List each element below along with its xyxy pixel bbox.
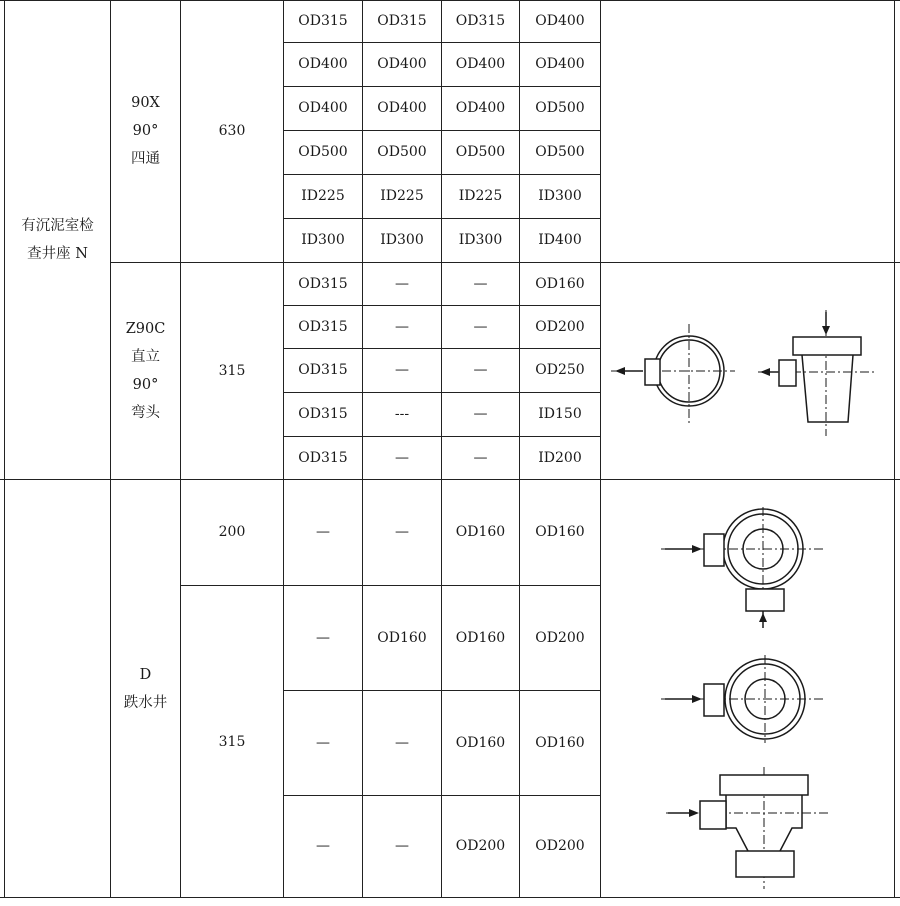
value-cell: — xyxy=(395,275,409,292)
value-cell: OD160 xyxy=(535,734,585,751)
rule xyxy=(600,0,601,898)
value-cell: — xyxy=(473,406,488,422)
fitting-type-cell: 90X 90° 四通 xyxy=(131,95,160,167)
value-cell: OD160 xyxy=(535,275,585,292)
value-cell: — xyxy=(316,838,330,854)
value-cell: OD400 xyxy=(377,100,427,116)
value-cell: OD400 xyxy=(455,100,506,116)
fitting-type-cell: D 跌水井 xyxy=(123,667,168,711)
value-cell: OD160 xyxy=(455,734,506,751)
value-cell: OD400 xyxy=(298,100,348,116)
value-cell: ID300 xyxy=(380,232,424,248)
drop-well-plan-drawing xyxy=(655,653,830,743)
rule xyxy=(4,0,5,898)
drop-well-plan-drawing xyxy=(655,505,830,630)
size-cell: 200 xyxy=(218,524,246,540)
value-cell: OD400 xyxy=(535,56,585,72)
value-cell: OD400 xyxy=(535,12,585,29)
value-cell: — xyxy=(395,362,409,378)
value-cell: OD160 xyxy=(455,629,506,646)
value-cell: --- xyxy=(394,406,410,422)
value-cell: ID300 xyxy=(458,232,503,248)
value-cell: OD160 xyxy=(535,524,585,540)
value-cell: OD315 xyxy=(377,12,427,29)
value-cell: OD500 xyxy=(535,144,585,160)
value-cell: OD315 xyxy=(455,12,506,29)
value-cell: OD200 xyxy=(535,318,585,335)
value-cell: — xyxy=(316,734,330,751)
value-cell: OD200 xyxy=(535,629,585,646)
value-cell: ID225 xyxy=(458,188,503,204)
value-cell: OD200 xyxy=(535,838,585,854)
value-cell: OD315 xyxy=(298,318,348,335)
value-cell: OD315 xyxy=(298,449,348,466)
elbow-elevation-drawing xyxy=(752,308,882,438)
value-cell: OD315 xyxy=(298,406,348,422)
value-cell: ID400 xyxy=(538,232,582,248)
value-cell: OD400 xyxy=(455,56,506,72)
value-cell: OD250 xyxy=(535,362,585,378)
value-cell: OD400 xyxy=(298,56,348,72)
value-cell: OD500 xyxy=(377,144,427,160)
fitting-type-cell: Z90C 直立 90° 弯头 xyxy=(125,321,166,421)
size-cell: 315 xyxy=(218,733,246,750)
value-cell: — xyxy=(395,318,409,335)
value-cell: OD500 xyxy=(535,100,585,116)
value-cell: — xyxy=(395,524,409,540)
value-cell: OD200 xyxy=(455,838,506,854)
rule xyxy=(894,0,895,898)
size-cell: 630 xyxy=(218,122,246,139)
value-cell: — xyxy=(473,275,488,292)
value-cell: OD400 xyxy=(377,56,427,72)
value-cell: OD315 xyxy=(298,362,348,378)
value-cell: ID150 xyxy=(538,406,582,422)
value-cell: ID225 xyxy=(301,188,345,204)
value-cell: OD500 xyxy=(455,144,506,160)
value-cell: ID300 xyxy=(301,232,345,248)
value-cell: — xyxy=(316,524,330,540)
elbow-plan-drawing xyxy=(605,320,740,430)
value-cell: ID200 xyxy=(538,449,582,466)
value-cell: OD160 xyxy=(377,629,427,646)
value-cell: ID300 xyxy=(538,188,582,204)
category-cell: 有沉泥室检 查井座 N xyxy=(21,218,94,262)
value-cell: — xyxy=(395,838,409,854)
value-cell: — xyxy=(395,734,409,751)
size-cell: 315 xyxy=(218,362,246,379)
value-cell: — xyxy=(473,362,488,378)
value-cell: OD315 xyxy=(298,12,348,29)
value-cell: OD500 xyxy=(298,144,348,160)
value-cell: — xyxy=(395,449,409,466)
value-cell: OD315 xyxy=(298,275,348,292)
value-cell: OD160 xyxy=(455,524,506,540)
value-cell: — xyxy=(473,449,488,466)
drop-well-elevation-drawing xyxy=(660,765,835,890)
value-cell: — xyxy=(473,318,488,335)
value-cell: ID225 xyxy=(380,188,424,204)
value-cell: — xyxy=(316,629,330,646)
